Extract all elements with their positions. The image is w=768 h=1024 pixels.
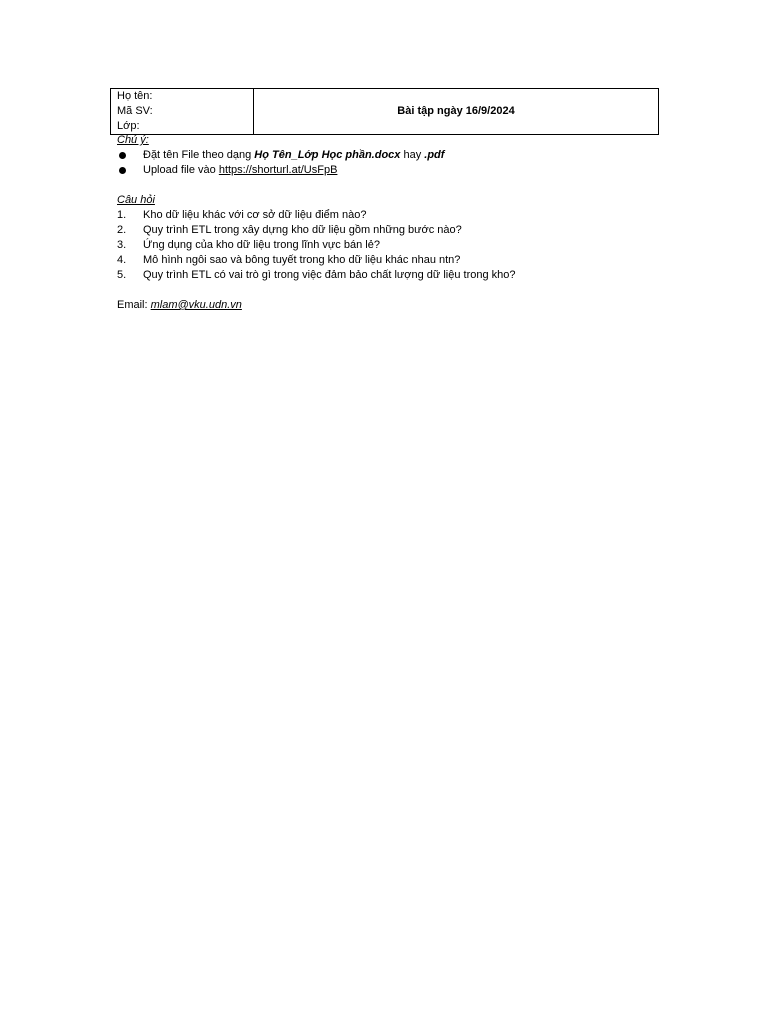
filename-format: Họ Tên_Lớp Học phần.docx	[254, 149, 401, 161]
question-text: Quy trình ETL có vai trò gì trong việc đảm bảo chất lượng dữ liệu trong kho?	[143, 269, 516, 281]
question-text: Ứng dụng của kho dữ liệu trong lĩnh vực bán lẻ?	[143, 239, 380, 251]
note-item-filename	[117, 148, 677, 163]
question-text: Kho dữ liệu khác với cơ sở dữ liệu điểm nào?	[143, 209, 367, 221]
student-info-cell	[111, 89, 254, 135]
name-label: Họ tên:	[117, 90, 153, 102]
question-text: Mô hình ngôi sao và bông tuyết trong kho dữ liệu khác nhau ntn?	[143, 254, 461, 266]
question-item	[117, 238, 677, 253]
pdf-format: .pdf	[424, 149, 445, 161]
spacer	[117, 283, 677, 298]
spacer	[117, 178, 677, 193]
bullet-marker	[117, 163, 143, 178]
note-middle: hay	[400, 149, 425, 161]
email-label: Email:	[117, 299, 151, 311]
note-item-text	[143, 148, 444, 163]
header-table	[110, 88, 659, 135]
question-number: 5.	[117, 269, 127, 281]
student-id-label: Mã SV:	[117, 105, 153, 117]
email-link[interactable]: mlam@vku.udn.vn	[150, 299, 242, 311]
class-label: Lớp:	[117, 120, 140, 132]
note-prefix: Đặt tên File theo dạng	[143, 149, 255, 161]
question-item	[117, 208, 677, 223]
questions-heading: Câu hỏi	[117, 194, 155, 206]
question-number: 2.	[117, 224, 127, 236]
question-number: 4.	[117, 254, 127, 266]
question-item	[117, 253, 677, 268]
bullet-dot-icon	[119, 167, 126, 174]
question-item	[117, 268, 677, 283]
question-item	[117, 223, 677, 238]
note-item-text	[143, 163, 337, 178]
upload-link[interactable]: https://shorturl.at/UsFpB	[218, 164, 338, 176]
bullet-dot-icon	[119, 152, 126, 159]
contact-line	[117, 298, 677, 313]
upload-prefix: Upload file vào	[143, 164, 219, 176]
question-number: 3.	[117, 239, 127, 251]
document-body	[117, 133, 677, 313]
question-number: 1.	[117, 209, 127, 221]
assignment-title: Bài tập ngày 16/9/2024	[254, 89, 659, 135]
bullet-marker	[117, 148, 143, 163]
question-text: Quy trình ETL trong xây dựng kho dữ liệu gồm những bước nào?	[143, 224, 462, 236]
note-item-upload	[117, 163, 677, 178]
note-heading: Chú ý:	[117, 134, 149, 146]
